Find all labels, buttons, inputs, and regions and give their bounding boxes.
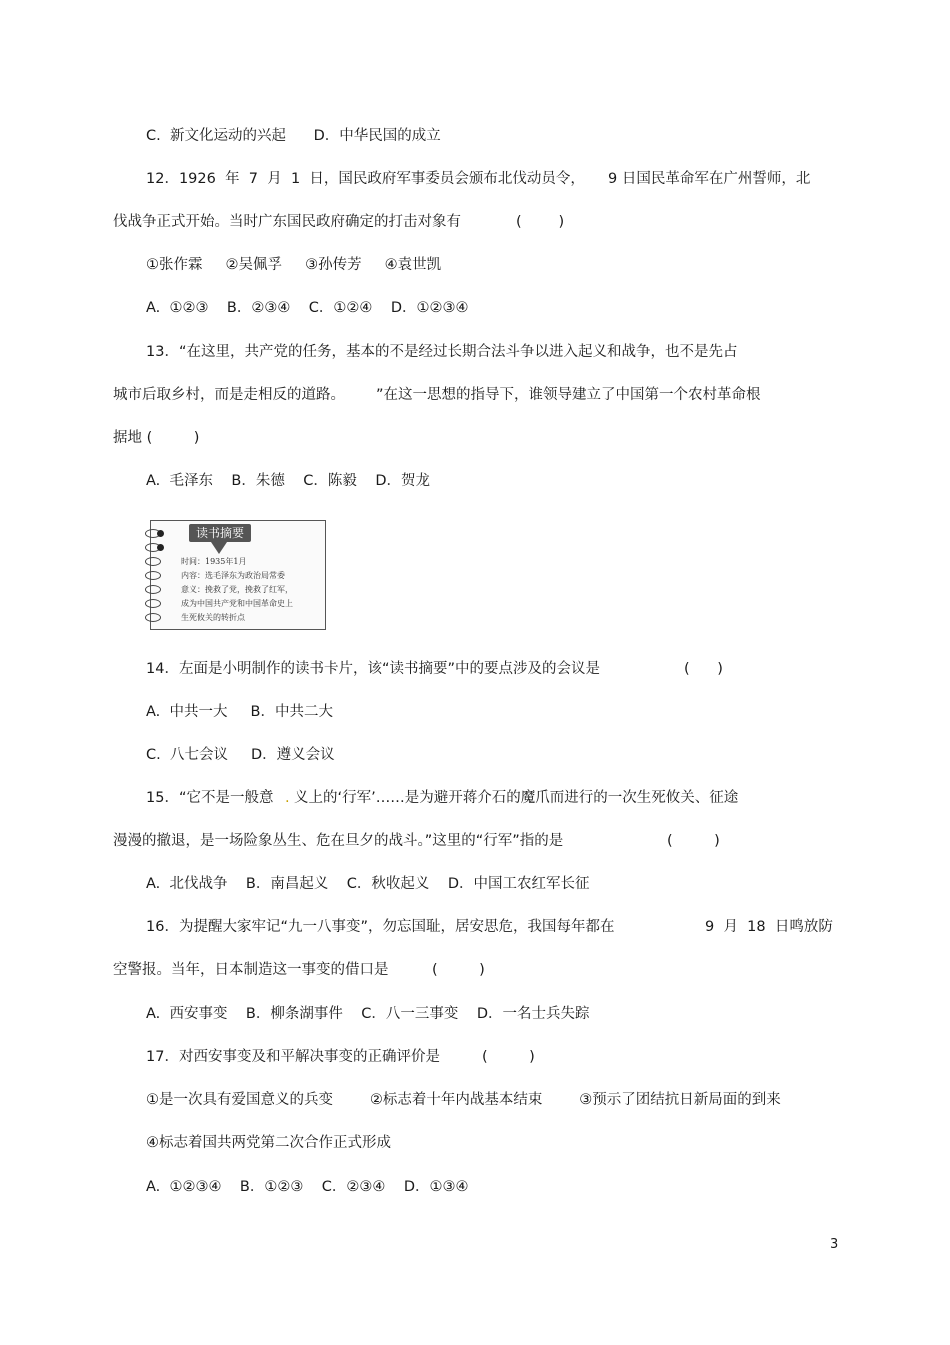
q12-answer-choices: A. ①②③ B．②③④ C．①②④ D．①②③④ [146,300,469,316]
card-title-arrow [211,542,227,554]
q16-stem-line1b: 9 月 18 日鸣放防 [705,919,833,935]
q17-stem: 17．对西安事变及和平解决事变的正确评价是 [146,1049,440,1065]
q14-answer-choices-cd: C. 八七会议 D．遵义会议 [146,747,335,763]
q12-stem-line1b: 9 日国民革命军在广州誓师，北 [608,171,811,187]
q15-stem-line1b: 义上的‘行军’……是为避开蒋介石的魔爪而进行的一次生死攸关、征途 [294,790,739,806]
q16-stem-line1a: 16．为提醒大家牢记“九一八事变”，勿忘国耻，居安思危，我国每年都在 [146,919,615,935]
reading-note-card [150,520,326,630]
q17-answer-parens: ( ) [482,1049,535,1065]
q12-stem-line1a: 12．1926 年 7 月 1 日，国民政府军事委员会颁布北伐动员令， [146,171,585,187]
card-title: 读书摘要 [189,524,251,542]
q13-stem-line1: 13．“在这里，共产党的任务，基本的不是经过长期合法斗争以进入起义和战争，也不是先占 [146,344,738,360]
q16-answer-choices: A. 西安事变 B．柳条湖事件 C．八一三事变 D．一名士兵失踪 [146,1006,590,1022]
q13-stem-line2a: 城市后取乡村，而是走相反的道路。 [113,387,345,403]
q17-options-list-2: ④标志着国共两党第二次合作正式形成 [146,1135,391,1151]
q17-answer-choices: A. ①②③④ B．①②③ C．②③④ D．①③④ [146,1179,469,1195]
q12-stem-line2: 伐战争正式开始。当时广东国民政府确定的打击对象有 [113,214,461,230]
card-meaning-2: 成为中国共产党和中国革命史上 [181,599,293,608]
card-content: 内容：选毛泽东为政治局常委 [181,571,285,580]
q17-options-list: ①是一次具有爱国意义的兵变 ②标志着十年内战基本结束 ③预示了团结抗日新局面的到来 [146,1092,781,1108]
q11-options-cd: C. 新文化运动的兴起 D．中华民国的成立 [146,128,441,144]
page-number: 3 [830,1237,839,1252]
q13-stem-line2b: ”在这一思想的指导下，谁领导建立了中国第一个农村革命根 [376,387,761,403]
q13-stem-line3: 据地 ( ) [113,430,200,446]
q14-stem: 14．左面是小明制作的读书卡片，该“读书摘要”中的要点涉及的会议是 [146,661,600,677]
q16-answer-parens: ( ) [432,962,485,978]
q14-answer-parens: ( ) [684,661,723,677]
q14-answer-choices-ab: A. 中共一大 B．中共二大 [146,704,333,720]
q15-stray-mark: . [285,790,290,806]
q15-answer-choices: A. 北伐战争 B．南昌起义 C．秋收起义 D．中国工农红军长征 [146,876,590,892]
q15-stem-line2: 漫漫的撤退，是一场险象丛生、危在旦夕的战斗。”这里的“行军”指的是 [113,833,564,849]
q12-options-list: ①张作霖 ②吴佩孚 ③孙传芳 ④袁世凯 [146,257,442,273]
q15-stem-line1a: 15．“它不是一般意 [146,790,274,806]
q15-answer-parens: ( ) [667,833,720,849]
card-meaning-3: 生死攸关的转折点 [181,613,245,622]
q16-stem-line2: 空警报。当年，日本制造这一事变的借口是 [113,962,389,978]
card-meaning: 意义：挽救了党，挽救了红军， [181,585,293,594]
q12-answer-parens: ( ) [516,214,565,230]
card-time: 时间：1935年1月 [181,557,247,566]
q13-answer-choices: A. 毛泽东 B．朱德 C．陈毅 D．贺龙 [146,473,431,489]
